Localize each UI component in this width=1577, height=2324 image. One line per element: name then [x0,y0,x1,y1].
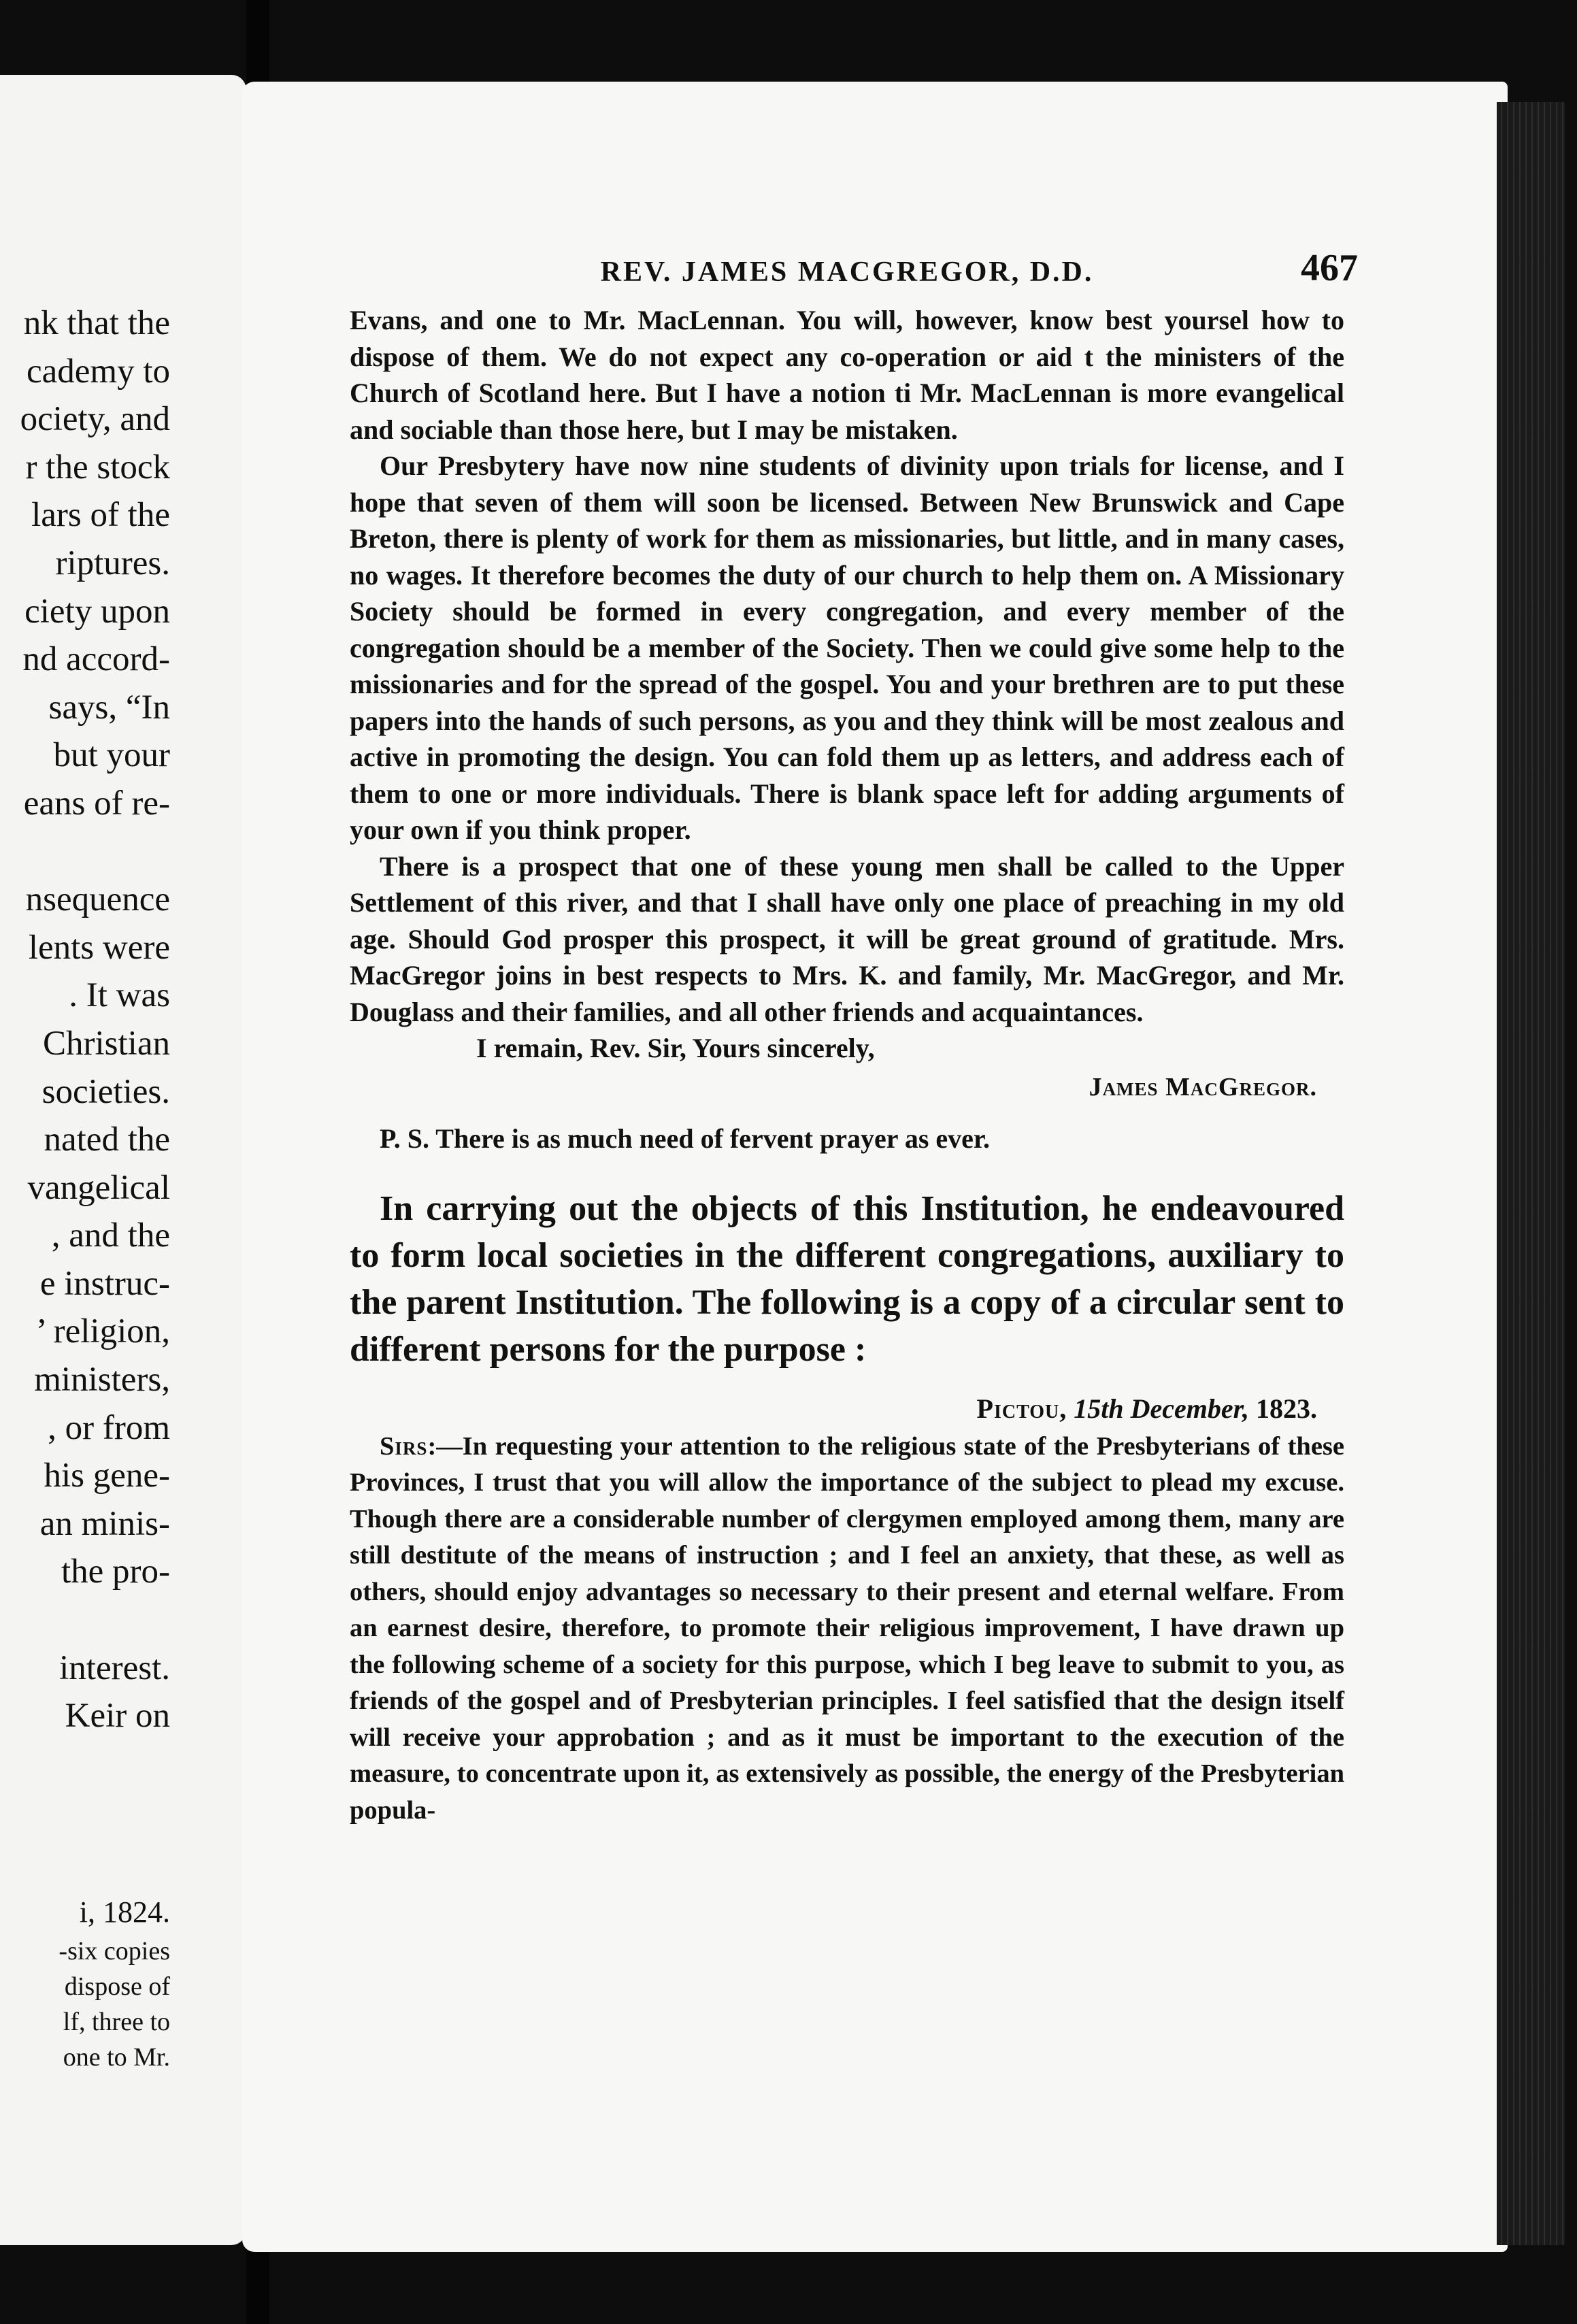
page-edges [1497,102,1565,2245]
letter-signature: James MacGregor. [1089,1072,1317,1101]
circular-text [350,1429,1344,1829]
left-small-line: dispose of [64,1972,170,2001]
left-line: Christian [43,1024,170,1063]
left-page-small-text [59,1891,170,2075]
left-line: nd accord- [22,640,170,679]
narrative-paragraph: In carrying out the objects of this Institution, he endeavoured to form local societies in the different congregations, auxiliary to the parent Institution. The following is a copy of a circular sent to different persons for the purpose : [350,1189,1344,1369]
left-facing-page [0,75,246,2245]
left-small-line: lf, three to [63,2008,170,2036]
left-small-line: -six copies [59,1937,170,1965]
left-line: lars of the [31,496,170,535]
letter-paragraph: There is a prospect that one of these young men shall be called to the Upper Settlement of this river, and that I shall have only one place of preaching in my old age. Should God prosper this prospect, it will be great ground of gratitude. Mrs. MacGregor joins in best respects to Mrs. K. and family, Mr. MacGregor, and Mr. Douglass and their families, and all other friends and acquaintances. [350,850,1344,1027]
left-line-gap [20,1596,170,1644]
letter-paragraph: Our Presbytery have now nine students of divinity upon trials for license, and I hope that seven of them will soon be licensed. Between New Brunswick and Cape Breton, there is plenty of work for them as missionaries, but little, and in many cases, no wages. It therefore becomes the duty of our church to help them on. A Missionary Society should be formed in every congregation, and every member of the congregation should be a member of the Society. Then we could give some help to the missionaries and for the spread of the gospel. You and your brethren are to put these papers into the hands of such persons, as you and they think will be most zealous and active in promoting the design. You can fold them up as letters, and address each of them to one or more individuals. There is blank space left for adding arguments of your own if you think proper. [350,450,1344,845]
letter-postscript: P. S. There is as much need of fervent prayer as ever. [380,1123,990,1154]
letter-paragraph: Evans, and one to Mr. MacLennan. You will, however, know best yoursel how to dispose of them. We do not expect any co-operation or aid t the ministers of the Church of Scotland here. But I have a notion ti Mr. MacLennan is more evangelical and sociable than those here, but I may be mistaken. [350,305,1344,445]
left-line: ciety upon [24,592,170,631]
page-content [350,234,1358,1829]
dateline-place: Pictou, [976,1393,1067,1424]
left-line: his gene- [44,1457,170,1495]
left-line: ’ religion, [35,1312,170,1351]
left-line: cademy to [27,352,170,391]
circular-body: :—In requesting your attention to the religious state of the Presbyterians of these Provinces, I trust that you will allow the importance of the subject to plead my excuse. Though there are a considerable number of clergymen employed among them, many are still destitute of the means of instruction ; and I feel an anxiety, that these, as well as others, should enjoy advantages so necessary to their present and eternal welfare. From an earnest desire, therefore, to promote their religious improvement, I have drawn up the following scheme of a society for this purpose, which I beg leave to submit to you, as friends of the gospel and of Presbyterian principles. I feel satisfied that the design itself will receive your approbation ; and as it must be important to the execution of the measure, to concentrate upon it, as extensively as possible, the energy of the Presbyterian popula- [350,1431,1344,1825]
left-line: lents were [28,928,170,967]
page-number: 467 [1301,247,1358,289]
left-line: , and the [51,1216,170,1255]
left-line: the pro- [61,1553,170,1591]
circular-paragraph [350,1429,1344,1829]
left-line: interest. [59,1648,170,1687]
left-line: an minis- [39,1504,170,1543]
left-line: nated the [44,1120,170,1159]
left-line-gap [20,828,170,876]
left-line: , or from [48,1408,170,1447]
narrative-text [350,1185,1344,1373]
left-line: says, “In [48,688,170,727]
left-line: vangelical [27,1168,170,1207]
left-line: riptures. [55,544,170,582]
left-small-line: i, 1824. [79,1895,170,1929]
left-line: ociety, and [20,400,170,439]
running-head: REV. JAMES MACGREGOR, D.D. [600,256,1094,288]
left-small-line: one to Mr. [63,2043,170,2072]
left-line: societies. [42,1072,170,1111]
circular-salutation: Sirs [380,1431,428,1461]
left-line: ministers, [34,1361,170,1399]
letter-text [350,302,1344,1030]
left-page-text [20,299,170,1740]
left-line: r the stock [25,448,170,486]
right-page [242,82,1508,2252]
left-line: nsequence [25,880,170,919]
page-header [350,234,1358,295]
dateline-date: 15th December, [1074,1393,1249,1424]
left-line: Keir on [65,1697,170,1736]
circular-dateline [350,1389,1344,1429]
left-line: eans of re- [23,784,170,823]
left-line: . It was [69,976,170,1015]
left-line: nk that the [23,304,170,342]
letter-closing: I remain, Rev. Sir, Yours sincerely, [476,1033,875,1063]
left-line: but your [53,736,170,775]
dateline-year: 1823. [1256,1393,1317,1424]
left-line: e instruc- [39,1264,170,1303]
